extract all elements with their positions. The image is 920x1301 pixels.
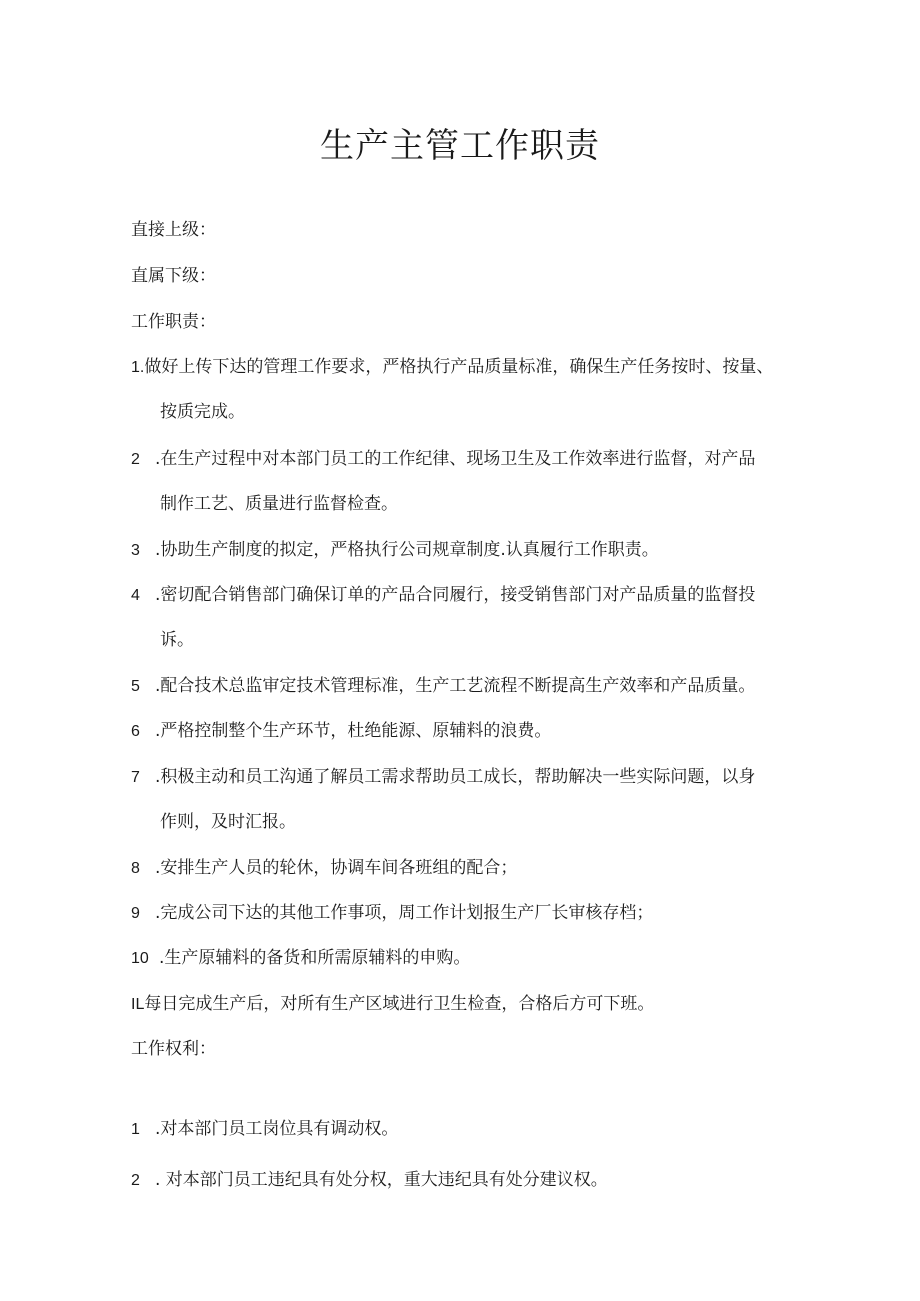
duty-text: .严格控制整个生产环节，杜绝能源、原辅料的浪费。 xyxy=(155,721,552,741)
duty-item xyxy=(131,538,659,563)
duty-item xyxy=(131,583,755,608)
duty-number: 8 xyxy=(131,860,140,877)
duty-text: .在生产过程中对本部门员工的工作纪律、现场卫生及工作效率进行监督，对产品 xyxy=(155,449,756,469)
duty-text: .安排生产人员的轮休，协调车间各班组的配合； xyxy=(155,858,518,878)
duty-item xyxy=(131,719,551,744)
duty-item xyxy=(131,856,517,881)
duty-item xyxy=(131,355,773,380)
duty-item xyxy=(131,765,755,790)
subordinate-label: 直属下级： xyxy=(131,266,216,286)
duty-text: .积极主动和员工沟通了解员工需求帮助员工成长，帮助解决一些实际问题，以身 xyxy=(155,767,756,787)
right-item xyxy=(131,1168,608,1193)
duty-item xyxy=(131,992,654,1017)
duty-number: 3 xyxy=(131,542,140,559)
duty-number: 5 xyxy=(131,678,140,695)
duty-continuation: 制作工艺、质量进行监督检查。 xyxy=(160,494,398,514)
rights-heading: 工作权利： xyxy=(131,1039,216,1059)
duty-number: 6 xyxy=(131,723,140,740)
duty-text: .完成公司下达的其他工作事项，周工作计划报生产厂长审核存档； xyxy=(155,903,654,923)
document-title: 生产主管工作职责 xyxy=(320,126,600,166)
right-text: . 对本部门员工违纪具有处分权，重大违纪具有处分建议权。 xyxy=(155,1170,608,1190)
duty-number: 9 xyxy=(131,905,140,922)
duty-number: 7 xyxy=(131,769,140,786)
duty-number: 1. xyxy=(131,359,145,376)
right-number: 2 xyxy=(131,1172,140,1189)
duty-continuation: 诉。 xyxy=(160,630,194,650)
duty-continuation: 作则，及时汇报。 xyxy=(160,812,296,832)
duty-text: .配合技术总监审定技术管理标准，生产工艺流程不断提高生产效率和产品质量。 xyxy=(155,676,756,696)
duty-number: IL xyxy=(131,996,145,1013)
superior-label: 直接上级： xyxy=(131,220,216,240)
duty-number: 2 xyxy=(131,451,140,468)
duty-continuation: 按质完成。 xyxy=(160,402,245,422)
duty-item xyxy=(131,674,755,699)
duty-item xyxy=(131,447,755,472)
duty-text: .生产原辅料的备货和所需原辅料的申购。 xyxy=(159,948,471,968)
right-text: .对本部门员工岗位具有调动权。 xyxy=(155,1119,399,1139)
duty-text: 做好上传下达的管理工作要求，严格执行产品质量标准，确保生产任务按时、按量、 xyxy=(144,357,774,377)
duty-text: 每日完成生产后，对所有生产区域进行卫生检查，合格后方可下班。 xyxy=(144,994,655,1014)
duty-number: 4 xyxy=(131,587,140,604)
duties-heading: 工作职责： xyxy=(131,312,216,332)
duty-item xyxy=(131,901,653,926)
right-item xyxy=(131,1117,398,1142)
duty-text: .协助生产制度的拟定，严格执行公司规章制度.认真履行工作职责。 xyxy=(155,540,659,560)
duty-text: .密切配合销售部门确保订单的产品合同履行，接受销售部门对产品质量的监督投 xyxy=(155,585,756,605)
duty-item xyxy=(131,946,470,971)
right-number: 1 xyxy=(131,1121,140,1138)
duty-number: 10 xyxy=(131,950,149,967)
